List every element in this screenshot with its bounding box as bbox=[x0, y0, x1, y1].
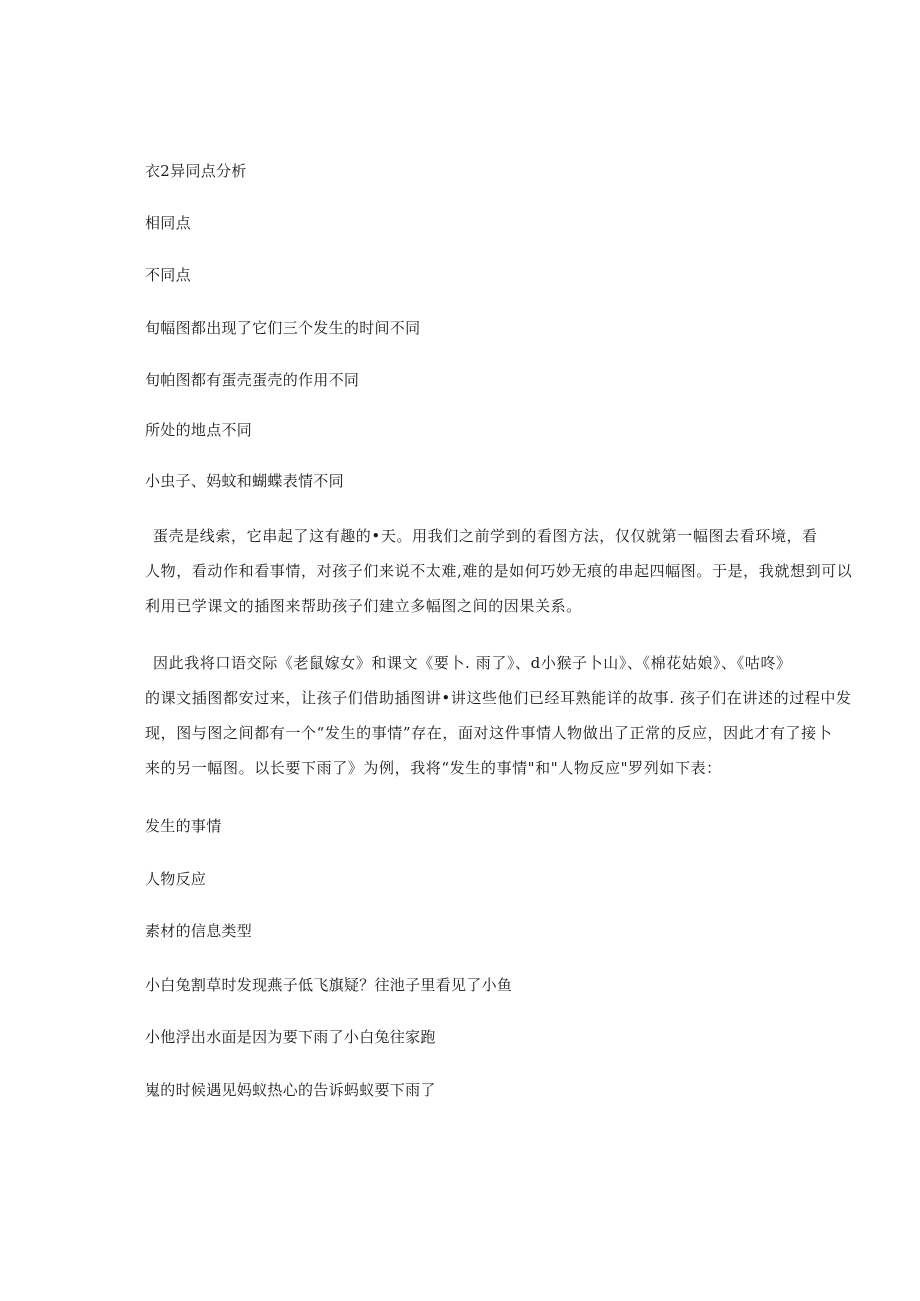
table-heading-info-type: 素材的信息类型 bbox=[145, 922, 253, 940]
table-row: 嵬的时候遇见妈蚁热心的告诉蚂蚁要下雨了 bbox=[145, 1081, 436, 1099]
body-paragraph-2 bbox=[145, 646, 852, 786]
paragraph-line: 蛋壳是线索，它串起了这有趣的•天。用我们之前学到的看图方法，仅仅就第一幅图去看环境，看 bbox=[153, 527, 818, 545]
table-row: 小虫子、妈蚊和蝴蝶表情不同 bbox=[145, 472, 344, 490]
table-row: 旬帕图都有蛋壳蛋壳的作用不同 bbox=[145, 371, 360, 389]
table-heading-same: 相同点 bbox=[145, 214, 191, 232]
body-paragraph-1 bbox=[145, 519, 853, 624]
paragraph-line: 现，图与图之间都有一个“发生的事情”存在，面对这件事情人物做出了正常的反应，因此才有了接卜 bbox=[145, 724, 833, 742]
table-row: 所处的地点不同 bbox=[145, 421, 253, 439]
table-heading-event: 发生的事情 bbox=[145, 817, 222, 835]
table-heading-reaction: 人物反应 bbox=[145, 870, 207, 888]
table-row: 小白兔割草时发现燕子低飞旗疑？往池子里看见了小鱼 bbox=[145, 976, 513, 994]
paragraph-line: 来的另一幅图。以长要下雨了》为例，我将“发生的事情"和"人物反应"罗列如下表： bbox=[145, 759, 722, 777]
paragraph-line: 因此我将口语交际《老鼠嫁女》和课文《要卜. 雨了》、d小猴子卜山》、《棉花姑娘》、《咕咚》 bbox=[153, 654, 792, 672]
table-row: 小他浮出水面是因为要下雨了小白兔往家跑 bbox=[145, 1028, 436, 1046]
table-heading-different: 不同点 bbox=[145, 266, 191, 284]
paragraph-line: 的课文插图都安过来，让孩子们借助插图讲•讲这些他们已经耳熟能详的故事. 孩子们在讲述的过程中发 bbox=[145, 689, 852, 707]
paragraph-line: 利用已学课文的插图来帮助孩子们建立多幅图之间的因果关系。 bbox=[145, 597, 582, 615]
table-caption: 衣2异同点分析 bbox=[145, 162, 247, 180]
paragraph-line: 人物，看动作和看事情，对孩子们来说不太难,难的是如何巧妙无痕的串起四幅图。于是，我就想到可以 bbox=[145, 562, 853, 580]
table-row: 旬幅图都出现了它们三个发生的时间不同 bbox=[145, 319, 421, 337]
